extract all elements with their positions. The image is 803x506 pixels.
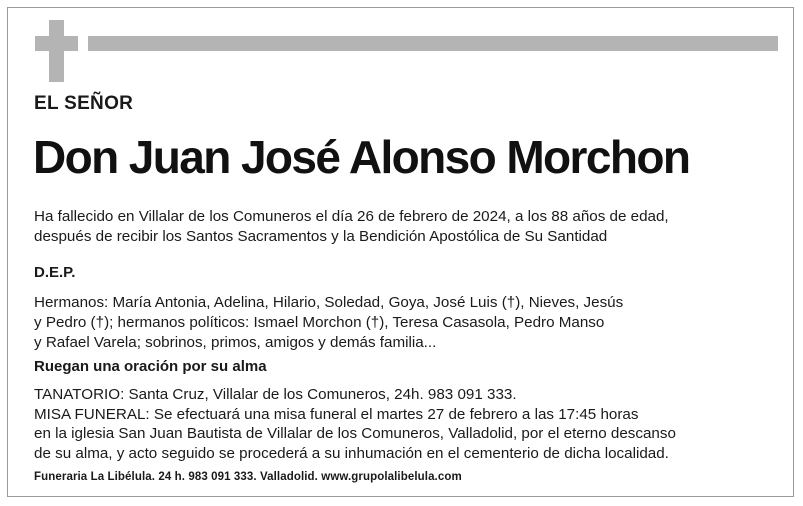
service-line: en la iglesia San Juan Bautista de Villalar de los Comuneros, Valladolid, por el eterno descanso bbox=[34, 425, 676, 442]
family-list bbox=[34, 293, 794, 353]
announcement-line: después de recibir los Santos Sacramentos y la Bendición Apostólica de Su Santidad bbox=[34, 228, 608, 245]
deceased-name: Don Juan José Alonso Morchon bbox=[33, 131, 690, 183]
death-announcement bbox=[34, 207, 794, 247]
prayer-request: Ruegan una oración por su alma bbox=[34, 358, 267, 375]
family-line: Hermanos: María Antonia, Adelina, Hilario, Soledad, Goya, José Luis (†), Nieves, Jesús bbox=[34, 294, 624, 311]
dep-heading: D.E.P. bbox=[34, 264, 76, 281]
service-line: de su alma, y acto seguido se procederá a su inhumación en el cementerio de dicha localidad. bbox=[34, 444, 669, 462]
service-details bbox=[34, 385, 794, 463]
honorific: EL SEÑOR bbox=[34, 93, 134, 114]
family-line: y Pedro (†); hermanos políticos: Ismael Morchon (†), Teresa Casasola, Pedro Manso bbox=[34, 314, 605, 331]
header-bar bbox=[88, 36, 778, 51]
announcement-line: Ha fallecido en Villalar de los Comuneros el día 26 de febrero de 2024, a los 88 años de edad, bbox=[34, 208, 669, 225]
service-line: MISA FUNERAL: Se efectuará una misa funeral el martes 27 de febrero a las 17:45 horas bbox=[34, 405, 639, 423]
funeral-home-footer: Funeraria La Libélula. 24 h. 983 091 333. Valladolid. www.grupolalibelula.com bbox=[34, 471, 462, 483]
cross-icon bbox=[35, 20, 78, 82]
service-line: TANATORIO: Santa Cruz, Villalar de los Comuneros, 24h. 983 091 333. bbox=[34, 386, 517, 403]
family-line: y Rafael Varela; sobrinos, primos, amigos y demás familia... bbox=[34, 334, 437, 351]
